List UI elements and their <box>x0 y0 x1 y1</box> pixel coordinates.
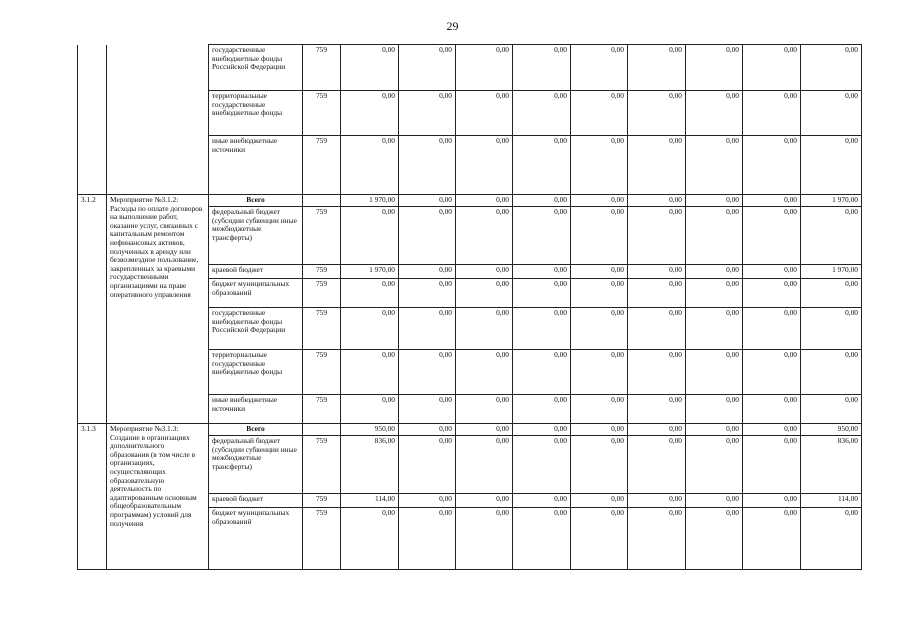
funding-source-cell: бюджет муниципальных образований <box>209 279 303 308</box>
amount-cell: 0,00 <box>571 395 628 424</box>
amount-cell: 0,00 <box>456 279 513 308</box>
measure-number-cell: 3.1.3 <box>78 424 107 570</box>
budget-code-cell: 759 <box>303 350 341 395</box>
amount-cell: 0,00 <box>571 350 628 395</box>
measure-name-cell: Мероприятие №3.1.2: Расходы по оплате договоров на выполнение работ, оказание услуг, связанных с капитальным ремонтом нефинансовых активов, полученных в аренду или безвозмездное пользование, закрепленных за краевыми государственными организациями на праве оперативного управления <box>107 195 209 424</box>
funding-source-cell: государственные внебюджетные фонды Российской Федерации <box>209 45 303 91</box>
amount-cell: 0,00 <box>628 436 686 494</box>
amount-cell: 0,00 <box>686 136 743 195</box>
budget-code-cell <box>303 424 341 436</box>
amount-cell: 0,00 <box>743 395 801 424</box>
amount-cell: 0,00 <box>456 508 513 570</box>
amount-cell: 0,00 <box>341 279 399 308</box>
amount-cell: 0,00 <box>341 350 399 395</box>
amount-cell: 0,00 <box>628 424 686 436</box>
amount-cell: 0,00 <box>571 207 628 265</box>
amount-cell: 0,00 <box>456 494 513 508</box>
total-label-cell: Всего <box>209 195 303 207</box>
amount-cell: 0,00 <box>801 308 862 350</box>
amount-cell: 0,00 <box>686 45 743 91</box>
amount-cell: 0,00 <box>801 91 862 136</box>
amount-cell: 0,00 <box>513 279 571 308</box>
amount-cell: 0,00 <box>456 45 513 91</box>
amount-cell: 0,00 <box>628 136 686 195</box>
amount-cell: 0,00 <box>341 308 399 350</box>
amount-cell: 0,00 <box>513 207 571 265</box>
amount-cell: 0,00 <box>341 508 399 570</box>
budget-code-cell: 759 <box>303 279 341 308</box>
amount-cell: 0,00 <box>743 424 801 436</box>
amount-cell: 0,00 <box>456 350 513 395</box>
budget-code-cell <box>303 195 341 207</box>
amount-cell: 0,00 <box>743 195 801 207</box>
amount-cell: 0,00 <box>399 265 456 279</box>
table-row <box>78 424 862 436</box>
amount-cell: 0,00 <box>399 494 456 508</box>
amount-cell: 0,00 <box>628 91 686 136</box>
amount-cell: 114,00 <box>341 494 399 508</box>
amount-cell: 0,00 <box>399 350 456 395</box>
budget-code-cell: 759 <box>303 395 341 424</box>
amount-cell: 0,00 <box>571 424 628 436</box>
amount-cell: 0,00 <box>686 308 743 350</box>
budget-code-cell: 759 <box>303 265 341 279</box>
amount-cell: 0,00 <box>801 207 862 265</box>
amount-cell: 1 970,00 <box>801 195 862 207</box>
amount-cell: 0,00 <box>686 195 743 207</box>
amount-cell: 0,00 <box>686 350 743 395</box>
budget-code-cell: 759 <box>303 308 341 350</box>
amount-cell: 0,00 <box>513 424 571 436</box>
amount-cell: 0,00 <box>456 136 513 195</box>
amount-cell: 0,00 <box>686 436 743 494</box>
amount-cell: 0,00 <box>456 195 513 207</box>
amount-cell: 0,00 <box>801 279 862 308</box>
budget-code-cell: 759 <box>303 91 341 136</box>
amount-cell: 0,00 <box>513 436 571 494</box>
amount-cell: 0,00 <box>456 424 513 436</box>
amount-cell: 0,00 <box>513 265 571 279</box>
amount-cell: 0,00 <box>686 279 743 308</box>
amount-cell: 0,00 <box>743 265 801 279</box>
amount-cell: 0,00 <box>686 508 743 570</box>
amount-cell: 0,00 <box>686 207 743 265</box>
amount-cell: 836,00 <box>801 436 862 494</box>
amount-cell: 0,00 <box>571 265 628 279</box>
amount-cell: 0,00 <box>743 350 801 395</box>
amount-cell: 0,00 <box>513 195 571 207</box>
amount-cell: 0,00 <box>571 136 628 195</box>
amount-cell: 0,00 <box>628 279 686 308</box>
amount-cell: 0,00 <box>628 195 686 207</box>
budget-code-cell: 759 <box>303 45 341 91</box>
amount-cell: 0,00 <box>743 508 801 570</box>
funding-source-cell: федеральный бюджет (субсидии субвенции иные межбюджетные трансферты) <box>209 207 303 265</box>
amount-cell: 0,00 <box>571 279 628 308</box>
amount-cell: 0,00 <box>743 436 801 494</box>
amount-cell: 0,00 <box>399 45 456 91</box>
amount-cell: 0,00 <box>686 91 743 136</box>
amount-cell: 0,00 <box>686 424 743 436</box>
measure-name-cell: Мероприятие №3.1.3: Создание в организациях дополнительного образования (в том числе в организациях, осуществляющих образовательную деятельность по адаптированным основным общеобразовательным программам) условий для получения <box>107 424 209 570</box>
funding-source-cell: федеральный бюджет (субсидии субвенции иные межбюджетные трансферты) <box>209 436 303 494</box>
amount-cell: 0,00 <box>513 136 571 195</box>
funding-source-cell: территориальные государственные внебюджетные фонды <box>209 350 303 395</box>
amount-cell: 0,00 <box>513 350 571 395</box>
measure-number-cell <box>78 45 107 195</box>
amount-cell: 1 970,00 <box>341 195 399 207</box>
amount-cell: 0,00 <box>628 207 686 265</box>
amount-cell: 0,00 <box>571 436 628 494</box>
amount-cell: 0,00 <box>686 494 743 508</box>
amount-cell: 0,00 <box>571 45 628 91</box>
amount-cell: 0,00 <box>456 436 513 494</box>
amount-cell: 0,00 <box>801 136 862 195</box>
amount-cell: 0,00 <box>456 91 513 136</box>
amount-cell: 0,00 <box>628 265 686 279</box>
amount-cell: 0,00 <box>399 279 456 308</box>
amount-cell: 0,00 <box>743 207 801 265</box>
amount-cell: 0,00 <box>628 508 686 570</box>
amount-cell: 0,00 <box>686 265 743 279</box>
amount-cell: 0,00 <box>743 91 801 136</box>
amount-cell: 0,00 <box>513 45 571 91</box>
amount-cell: 0,00 <box>571 494 628 508</box>
funding-source-cell: территориальные государственные внебюджетные фонды <box>209 91 303 136</box>
amount-cell: 0,00 <box>399 207 456 265</box>
amount-cell: 0,00 <box>628 494 686 508</box>
amount-cell: 950,00 <box>341 424 399 436</box>
amount-cell: 0,00 <box>341 136 399 195</box>
amount-cell: 0,00 <box>571 308 628 350</box>
funding-source-cell: краевой бюджет <box>209 265 303 279</box>
amount-cell: 0,00 <box>743 136 801 195</box>
amount-cell: 0,00 <box>628 308 686 350</box>
amount-cell: 1 970,00 <box>801 265 862 279</box>
amount-cell: 0,00 <box>399 395 456 424</box>
amount-cell: 0,00 <box>513 494 571 508</box>
amount-cell: 0,00 <box>456 207 513 265</box>
funding-source-cell: бюджет муниципальных образований <box>209 508 303 570</box>
table-row <box>78 45 862 91</box>
amount-cell: 0,00 <box>628 45 686 91</box>
amount-cell: 0,00 <box>743 308 801 350</box>
table-row <box>78 195 862 207</box>
amount-cell: 0,00 <box>686 395 743 424</box>
amount-cell: 0,00 <box>801 395 862 424</box>
amount-cell: 0,00 <box>399 91 456 136</box>
amount-cell: 0,00 <box>513 91 571 136</box>
amount-cell: 950,00 <box>801 424 862 436</box>
amount-cell: 0,00 <box>513 308 571 350</box>
budget-code-cell: 759 <box>303 494 341 508</box>
amount-cell: 0,00 <box>399 195 456 207</box>
amount-cell: 0,00 <box>341 91 399 136</box>
amount-cell: 0,00 <box>341 395 399 424</box>
amount-cell: 0,00 <box>628 395 686 424</box>
amount-cell: 0,00 <box>571 91 628 136</box>
amount-cell: 0,00 <box>743 45 801 91</box>
amount-cell: 0,00 <box>341 207 399 265</box>
amount-cell: 0,00 <box>801 45 862 91</box>
page-number: 29 <box>446 19 459 33</box>
amount-cell: 0,00 <box>399 436 456 494</box>
budget-code-cell: 759 <box>303 436 341 494</box>
amount-cell: 0,00 <box>801 508 862 570</box>
measure-name-cell <box>107 45 209 195</box>
amount-cell: 0,00 <box>399 424 456 436</box>
amount-cell: 0,00 <box>341 45 399 91</box>
budget-code-cell: 759 <box>303 136 341 195</box>
budget-code-cell: 759 <box>303 207 341 265</box>
amount-cell: 0,00 <box>571 195 628 207</box>
funding-source-cell: иные внебюджетные источники <box>209 136 303 195</box>
amount-cell: 0,00 <box>743 279 801 308</box>
amount-cell: 0,00 <box>456 308 513 350</box>
funding-source-cell: иные внебюджетные источники <box>209 395 303 424</box>
amount-cell: 0,00 <box>801 350 862 395</box>
amount-cell: 0,00 <box>513 395 571 424</box>
budget-code-cell: 759 <box>303 508 341 570</box>
budget-table <box>77 44 862 570</box>
amount-cell: 0,00 <box>399 308 456 350</box>
amount-cell: 0,00 <box>399 136 456 195</box>
amount-cell: 836,00 <box>341 436 399 494</box>
measure-number-cell: 3.1.2 <box>78 195 107 424</box>
amount-cell: 0,00 <box>743 494 801 508</box>
amount-cell: 1 970,00 <box>341 265 399 279</box>
amount-cell: 0,00 <box>456 265 513 279</box>
total-label-cell: Всего <box>209 424 303 436</box>
funding-source-cell: краевой бюджет <box>209 494 303 508</box>
amount-cell: 0,00 <box>513 508 571 570</box>
amount-cell: 0,00 <box>456 395 513 424</box>
amount-cell: 0,00 <box>571 508 628 570</box>
amount-cell: 0,00 <box>399 508 456 570</box>
amount-cell: 0,00 <box>628 350 686 395</box>
amount-cell: 114,00 <box>801 494 862 508</box>
funding-source-cell: государственные внебюджетные фонды Российской Федерации <box>209 308 303 350</box>
